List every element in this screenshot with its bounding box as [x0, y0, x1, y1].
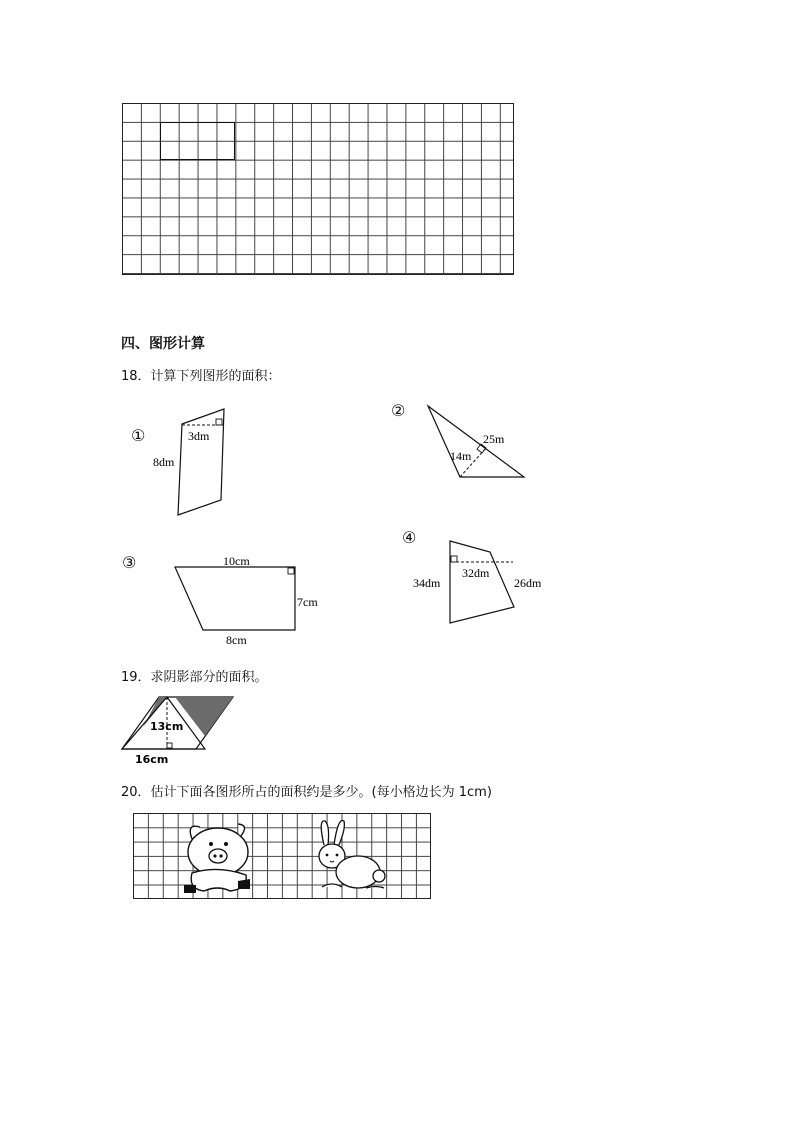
figure-2-triangle [420, 400, 530, 485]
shaded-figure-base-label: 16cm [135, 753, 169, 766]
question-19-text: 19．求阴影部分的面积。 [121, 670, 268, 685]
figure-2-label-base: 25m [483, 432, 505, 446]
figure-4-label-mid: 32dm [462, 566, 490, 580]
pig-picture [178, 815, 258, 897]
figure-3-label-bottom: 8cm [226, 633, 247, 647]
shaded-parallelogram-figure [115, 692, 240, 770]
figure-4-label-left: 34dm [413, 576, 441, 590]
grid-rectangle [160, 122, 235, 160]
question-18-text: 18．计算下列图形的面积： [121, 369, 281, 384]
figure-3-trapezoid [165, 550, 325, 650]
section-title: 四、图形计算 [121, 336, 205, 352]
figure-3-label-top: 10cm [223, 554, 250, 568]
figure-1-marker: ① [131, 426, 146, 445]
figure-2-marker: ② [391, 401, 406, 420]
figure-4-label-right: 26dm [514, 576, 542, 590]
figure-1-label-height: 3dm [188, 429, 210, 443]
question-20-text: 20．估计下面各图形所占的面积约是多少。(每小格边长为 1cm) [121, 785, 492, 800]
rabbit-picture [308, 815, 388, 897]
figure-3-marker: ③ [122, 553, 137, 572]
figure-1-parallelogram [150, 400, 240, 520]
figure-1-label-side: 8dm [153, 455, 175, 469]
figure-3-label-height: 7cm [297, 595, 318, 609]
figure-2-label-height: 14m [450, 449, 472, 463]
shaded-figure-height-label: 13cm [150, 720, 184, 733]
figure-4-marker: ④ [402, 528, 417, 547]
figure-4-trapezoid [410, 525, 555, 630]
